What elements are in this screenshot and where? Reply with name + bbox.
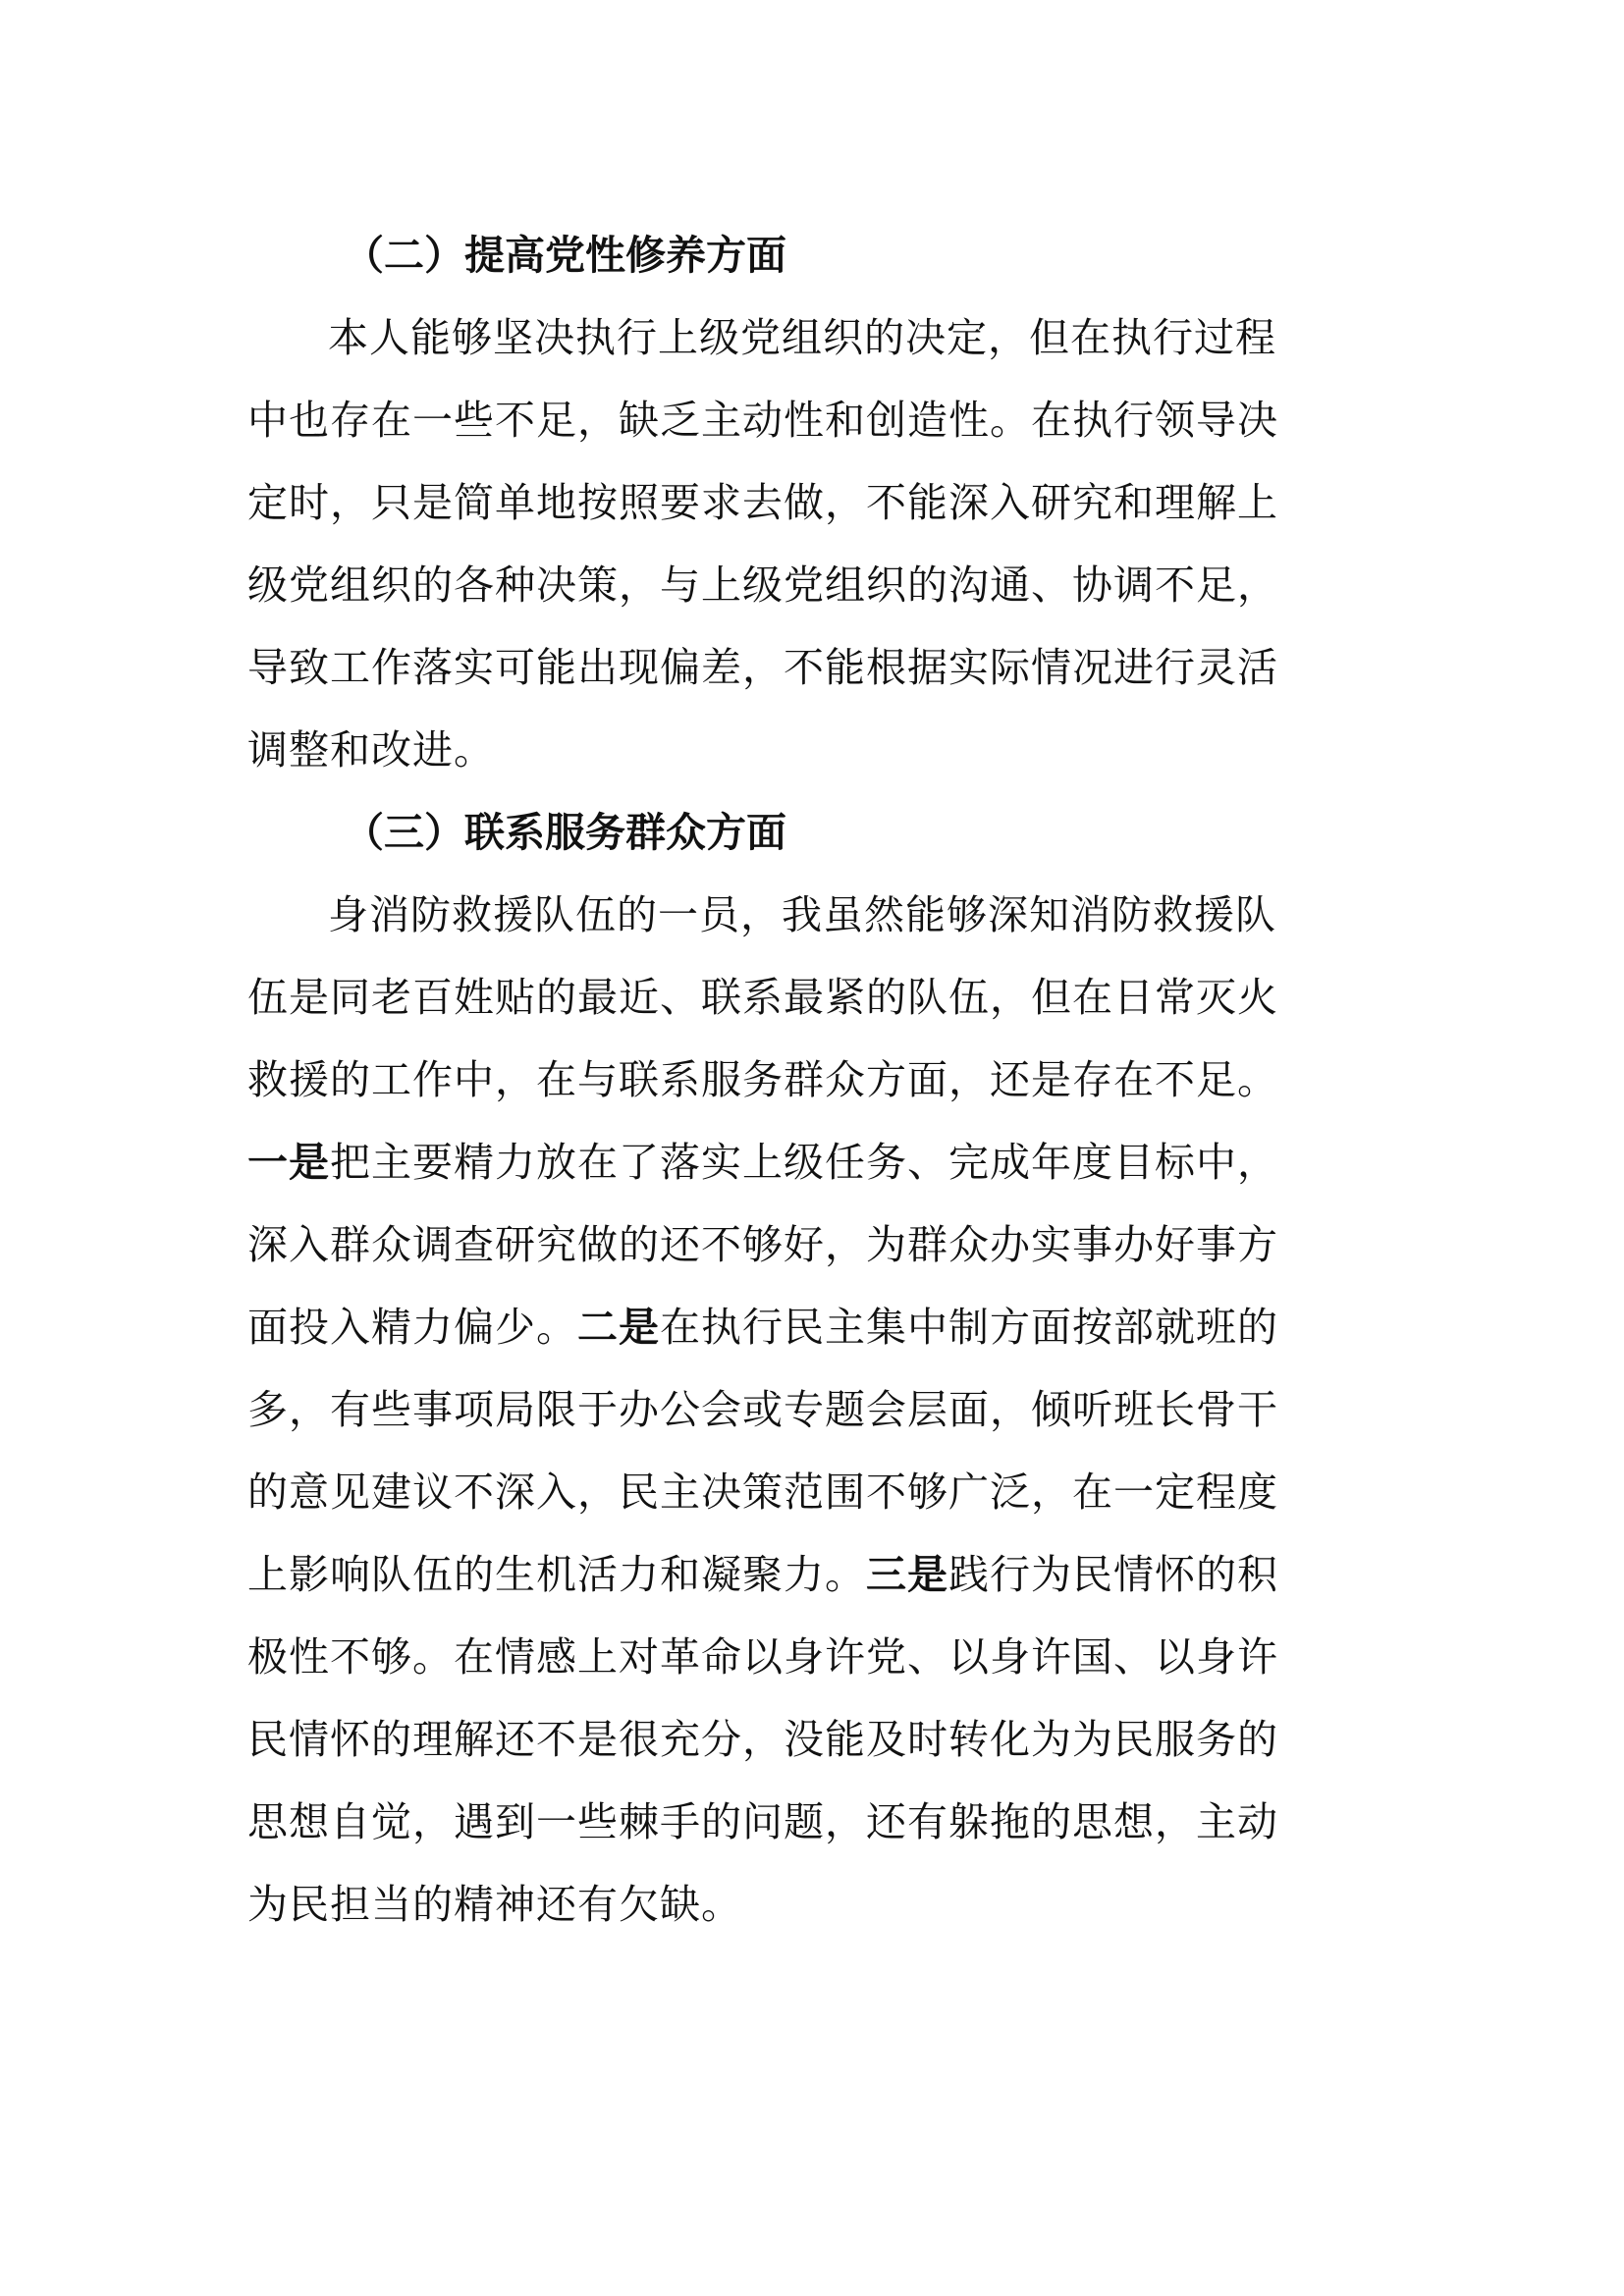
paragraph-line [247,1286,1386,1368]
paragraph-line: 救援的工作中，在与联系服务群众方面，还是存在不足。 [247,1056,1278,1103]
paragraph-line: 导致工作落实可能出现偏差，不能根据实际情况进行灵活 [247,644,1278,691]
point-label-1: 一是 [247,1139,330,1186]
document-body [247,214,1386,1946]
paragraph-line [247,1121,1386,1203]
paragraph-line: 思想自觉，遇到一些棘手的问题，还有躲拖的思想，主动 [247,1798,1278,1845]
paragraph-line: 中也存在一些不足，缺乏主动性和创造性。在执行领导决 [247,397,1278,444]
paragraph-line: 调整和改进。 [247,726,495,774]
point-label-2: 二是 [577,1304,660,1351]
paragraph-line: 身消防救援队伍的一员，我虽然能够深知消防救援队 [328,891,1276,938]
paragraph-line: 的意见建议不深入，民主决策范围不够广泛，在一定程度 [247,1468,1278,1516]
point-text: 面投入精力偏少。 [247,1304,577,1351]
paragraph-line: 本人能够坚决执行上级党组织的决定，但在执行过程 [328,314,1276,361]
point-text: 在执行民主集中制方面按部就班的 [660,1304,1278,1351]
point-text: 把主要精力放在了落实上级任务、完成年度目标中， [330,1139,1278,1186]
point-label-3: 三是 [866,1551,948,1598]
paragraph-line: 极性不够。在情感上对革命以身许党、以身许国、以身许 [247,1633,1278,1681]
section-heading-3: （三）联系服务群众方面 [344,809,786,856]
paragraph-line: 多，有些事项局限于办公会或专题会层面，倾听班长骨干 [247,1386,1278,1433]
paragraph-line: 伍是同老百姓贴的最近、联系最紧的队伍，但在日常灭火 [247,974,1278,1021]
paragraph-section-3 [247,874,1386,1946]
paragraph-line: 定时，只是简单地按照要求去做，不能深入研究和理解上 [247,479,1278,526]
section-heading-2: （二）提高党性修养方面 [344,232,786,279]
point-text: 践行为民情怀的积 [948,1551,1278,1598]
paragraph-section-2 [247,296,1386,791]
paragraph-line: 深入群众调查研究做的还不够好，为群众办实事办好事方 [247,1221,1278,1268]
paragraph-line: 为民担当的精神还有欠缺。 [247,1881,742,1928]
paragraph-line: 民情怀的理解还不是很充分，没能及时转化为为民服务的 [247,1716,1278,1763]
paragraph-line [247,1533,1386,1616]
paragraph-line: 级党组织的各种决策，与上级党组织的沟通、协调不足， [247,561,1278,609]
point-text: 上影响队伍的生机活力和凝聚力。 [247,1551,866,1598]
